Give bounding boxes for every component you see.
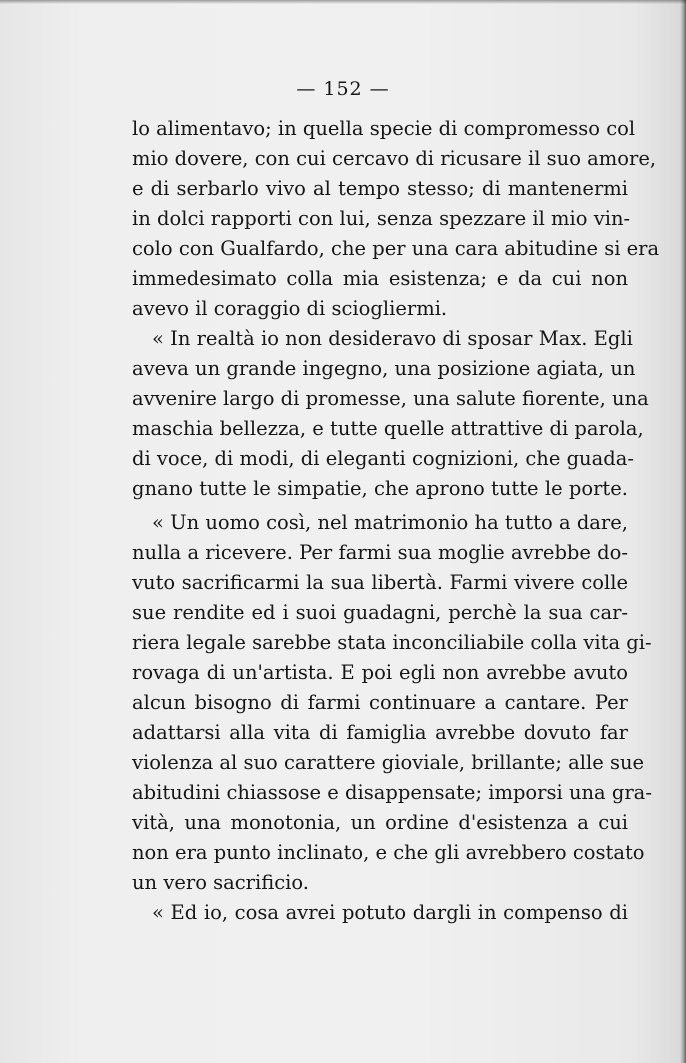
- text-line: aveva un grande ingegno, una posizione agiata, un: [132, 357, 636, 380]
- page-number: — 152 —: [296, 78, 390, 100]
- text-line: un vero sacrificio.: [132, 871, 310, 894]
- text-line: non era punto inclinato, e che gli avrebbero costato: [132, 841, 645, 864]
- paragraph-start-line: « Ed io, cosa avrei potuto dargli in compenso di: [152, 901, 628, 924]
- text-line: violenza al suo carattere gioviale, brillante; alle sue: [132, 751, 645, 774]
- text-line: vità, una monotonia, un ordine d'esistenza a cui: [132, 811, 628, 834]
- text-line: riera legale sarebbe stata inconciliabile colla vita gi-: [132, 631, 652, 654]
- text-line: nulla a ricevere. Per farmi sua moglie avrebbe do-: [132, 541, 628, 564]
- text-line: e di serbarlo vivo al tempo stesso; di mantenermi: [132, 177, 628, 200]
- text-line: immedesimato colla mia esistenza; e da cui non: [132, 267, 628, 290]
- text-line: mio dovere, con cui cercavo di ricusare il suo amore,: [132, 147, 657, 170]
- text-line: avvenire largo di promesse, una salute fiorente, una: [132, 387, 649, 410]
- text-line: sue rendite ed i suoi guadagni, perchè la sua car-: [132, 601, 628, 624]
- text-line: avevo il coraggio di sciogliermi.: [132, 297, 448, 320]
- text-line: alcun bisogno di farmi continuare a cantare. Per: [132, 691, 628, 714]
- paragraph-start-line: « In realtà io non desideravo di sposar Max. Egli: [152, 327, 633, 350]
- text-line: vuto sacrificarmi la sua libertà. Farmi vivere colle: [132, 571, 628, 594]
- text-line: di voce, di modi, di eleganti cognizioni, che guada-: [132, 447, 634, 470]
- page-top-shadow: [0, 0, 686, 4]
- text-line: maschia bellezza, e tutte quelle attrattive di parola,: [132, 417, 644, 440]
- text-line: lo alimentavo; in quella specie di compromesso col: [132, 117, 636, 140]
- text-line: abitudini chiassose e disappensate; imporsi una gra-: [132, 781, 652, 804]
- text-line: rovaga di un'artista. E poi egli non avrebbe avuto: [132, 661, 628, 684]
- text-line: gnano tutte le simpatie, che aprono tutte le porte.: [132, 477, 628, 500]
- text-line: in dolci rapporti con lui, senza spezzare il mio vin-: [132, 207, 631, 230]
- paragraph-start-line: « Un uomo così, nel matrimonio ha tutto a dare,: [152, 511, 628, 534]
- text-line: adattarsi alla vita di famiglia avrebbe dovuto far: [132, 721, 628, 744]
- text-line: colo con Gualfardo, che per una cara abitudine si era: [132, 237, 660, 260]
- page-right-shadow: [680, 0, 686, 1063]
